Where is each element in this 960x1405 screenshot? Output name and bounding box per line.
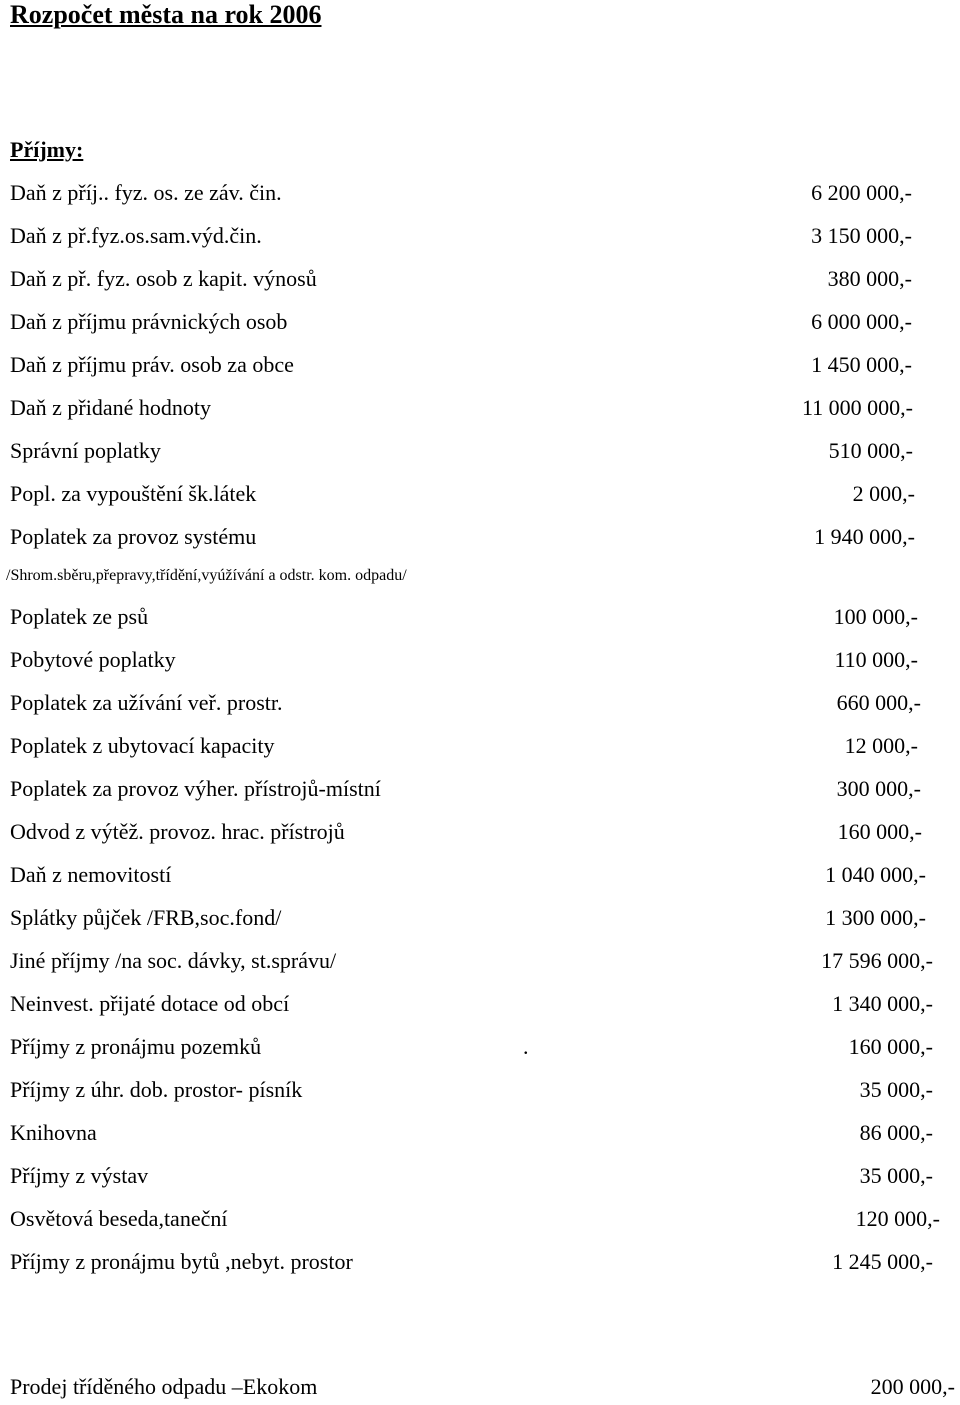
income-amount: 510 000,- <box>828 438 913 463</box>
income-label: Osvětová beseda,taneční <box>10 1206 228 1231</box>
income-amount: 160 000,- <box>848 1034 933 1059</box>
footer-amount: 200 000,- <box>870 1374 955 1399</box>
income-row <box>10 222 950 250</box>
income-amount: 2 000,- <box>852 481 915 506</box>
income-row <box>10 308 950 336</box>
income-label: Daň z nemovitostí <box>10 862 172 887</box>
income-row <box>10 990 950 1018</box>
income-row <box>10 1076 950 1104</box>
income-row <box>10 689 950 717</box>
income-amount: 17 596 000,- <box>821 948 933 973</box>
income-amount: 6 200 000,- <box>811 180 912 205</box>
income-row <box>10 1119 950 1147</box>
income-label: Příjmy z pronájmu bytů ,nebyt. prostor <box>10 1249 353 1274</box>
income-row <box>10 732 950 760</box>
income-row <box>10 480 950 508</box>
income-label: Odvod z výtěž. provoz. hrac. přístrojů <box>10 819 345 844</box>
income-row <box>10 523 950 551</box>
income-label: Popl. za vypouštění šk.látek <box>10 481 257 506</box>
income-amount: 1 450 000,- <box>811 352 912 377</box>
income-amount: 100 000,- <box>833 604 918 629</box>
income-dot: . <box>523 1034 529 1059</box>
income-amount: 35 000,- <box>859 1077 933 1102</box>
income-amount: 86 000,- <box>859 1120 933 1145</box>
income-amount: 110 000,- <box>834 647 918 672</box>
income-amount: 1 340 000,- <box>832 991 933 1016</box>
income-row <box>10 265 950 293</box>
income-amount: 3 150 000,- <box>811 223 912 248</box>
income-label: Příjmy z úhr. dob. prostor- písník <box>10 1077 303 1102</box>
income-label: Pobytové poplatky <box>10 647 176 672</box>
income-label: Poplatek za provoz systému <box>10 524 257 549</box>
income-label: Jiné příjmy /na soc. dávky, st.správu/ <box>10 948 337 973</box>
income-row <box>10 437 950 465</box>
waste-system-note: /Shrom.sběru,přepravy,třídění,vyúžívání a odstr. kom. odpadu/ <box>6 567 407 584</box>
income-label: Daň z příjmu právnických osob <box>10 309 288 334</box>
income-amount: 380 000,- <box>827 266 912 291</box>
income-row <box>10 1205 950 1233</box>
income-amount: 6 000 000,- <box>811 309 912 334</box>
income-amount: 1 245 000,- <box>832 1249 933 1274</box>
income-amount: 660 000,- <box>836 690 921 715</box>
income-label: Příjmy z výstav <box>10 1163 149 1188</box>
income-label: Daň z přidané hodnoty <box>10 395 211 420</box>
income-row <box>10 1033 950 1061</box>
income-amount: 1 040 000,- <box>825 862 926 887</box>
income-amount: 1 940 000,- <box>814 524 915 549</box>
income-label: Poplatek za užívání veř. prostr. <box>10 690 283 715</box>
income-label: Správní poplatky <box>10 438 161 463</box>
income-row <box>10 1248 950 1276</box>
income-amount: 160 000,- <box>837 819 922 844</box>
income-row <box>10 904 950 932</box>
income-row <box>10 775 950 803</box>
income-row <box>10 351 950 379</box>
income-label: Daň z příjmu práv. osob za obce <box>10 352 294 377</box>
income-amount: 300 000,- <box>836 776 921 801</box>
income-row <box>10 603 950 631</box>
income-label: Poplatek z ubytovací kapacity <box>10 733 275 758</box>
section-heading-prijmy: Příjmy: <box>10 137 84 162</box>
income-row <box>10 1162 950 1190</box>
income-amount: 35 000,- <box>859 1163 933 1188</box>
income-label: Poplatek za provoz výher. přístrojů-místní <box>10 776 381 801</box>
income-row <box>10 861 950 889</box>
income-amount: 12 000,- <box>844 733 918 758</box>
income-label: Daň z příj.. fyz. os. ze záv. čin. <box>10 180 282 205</box>
income-label: Neinvest. přijaté dotace od obcí <box>10 991 290 1016</box>
income-label: Příjmy z pronájmu pozemků <box>10 1034 262 1059</box>
income-row <box>10 394 950 422</box>
income-row <box>10 947 950 975</box>
income-row <box>10 179 950 207</box>
income-row <box>10 818 950 846</box>
page-title: Rozpočet města na rok 2006 <box>10 0 322 29</box>
income-label: Daň z př.fyz.os.sam.výd.čin. <box>10 223 262 248</box>
income-row <box>10 646 950 674</box>
income-label: Daň z př. fyz. osob z kapit. výnosů <box>10 266 317 291</box>
income-amount: 11 000 000,- <box>801 395 913 420</box>
income-label: Knihovna <box>10 1120 97 1145</box>
income-label: Poplatek ze psů <box>10 604 149 629</box>
footer-label: Prodej tříděného odpadu –Ekokom <box>10 1374 318 1399</box>
income-label: Splátky půjček /FRB,soc.fond/ <box>10 905 282 930</box>
income-amount: 1 300 000,- <box>825 905 926 930</box>
income-amount: 120 000,- <box>855 1206 940 1231</box>
footer-row <box>10 1373 955 1401</box>
